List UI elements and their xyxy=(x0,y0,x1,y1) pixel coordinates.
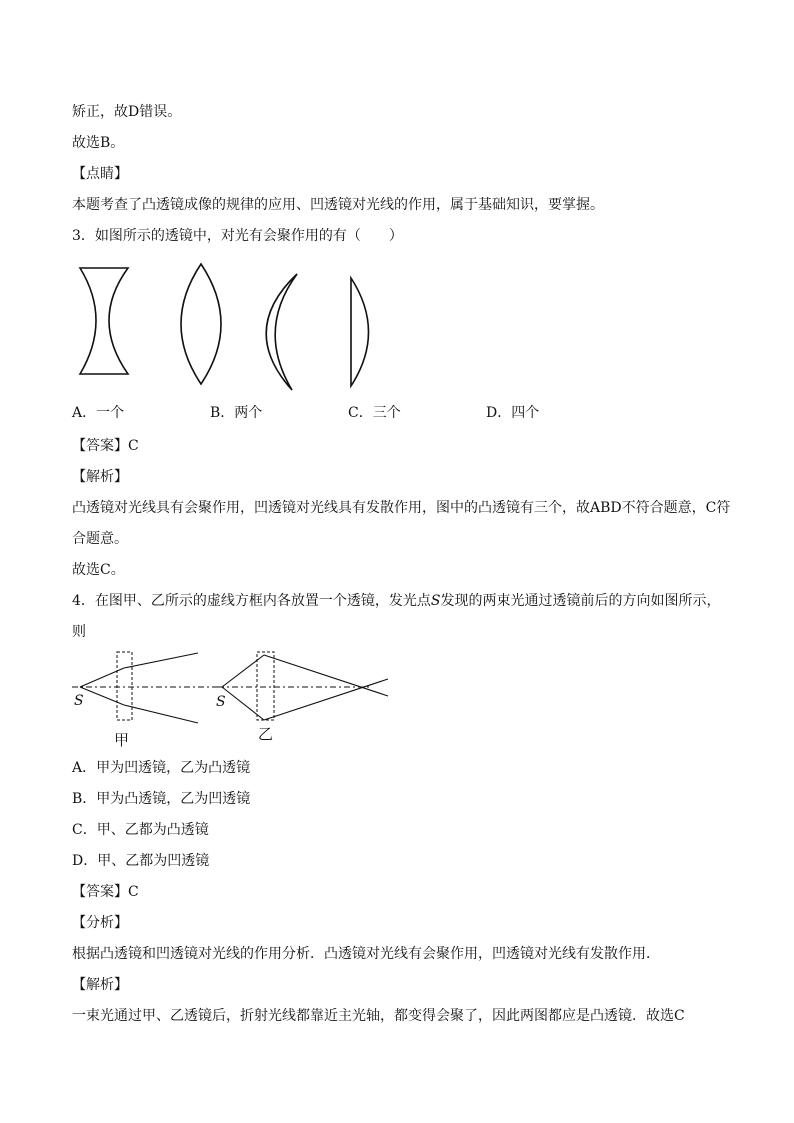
q4-option-c: C．甲、乙都为凸透镜 xyxy=(72,822,209,838)
yi-lens-box xyxy=(257,652,274,720)
q4-analysis-heading: 【解析】 xyxy=(72,977,128,993)
yi-s-label: S xyxy=(216,694,226,710)
q3-analysis-heading: 【解析】 xyxy=(72,469,128,485)
q4-stem-part-b: 发现的两束光通过透镜前后的方向如图所示， xyxy=(440,593,721,609)
q3-lens-figure xyxy=(70,258,390,393)
meniscus-lens xyxy=(266,274,297,390)
q4-fenxi-heading: 【分析】 xyxy=(72,915,128,931)
q3-answer: 【答案】C xyxy=(72,438,139,454)
q3-analysis-line-1: 凸透镜对光线具有会聚作用，凹透镜对光线具有发散作用，图中的凸透镜有三个，故ABD不符合题意，C符 xyxy=(72,500,731,516)
q4-stem-symbol: S xyxy=(430,593,441,609)
q3-option-a: A．一个 xyxy=(72,405,125,421)
q3-option-b: B．两个 xyxy=(210,405,263,421)
q4-answer: 【答案】C xyxy=(72,884,139,900)
dianjing-summary: 本题考查了凸透镜成像的规律的应用、凹透镜对光线的作用，属于基础知识，要掌握。 xyxy=(72,197,604,213)
jia-label: 甲 xyxy=(114,731,130,749)
q4-stem-line-1 xyxy=(72,591,721,611)
jia-s-label: S xyxy=(74,693,84,709)
q4-option-b: B．甲为凸透镜，乙为凹透镜 xyxy=(72,791,251,807)
prev-line-1: 矫正，故D错误。 xyxy=(72,104,182,120)
q3-conclusion: 故选C。 xyxy=(72,562,125,578)
q4-ray-figure xyxy=(70,648,400,748)
plano-convex-lens xyxy=(351,278,369,386)
prev-line-2: 故选B。 xyxy=(72,135,125,151)
biconvex-lens xyxy=(181,264,221,384)
jia-lens-box xyxy=(117,652,132,720)
q3-option-c: C．三个 xyxy=(348,405,401,421)
q4-option-d: D．甲、乙都为凹透镜 xyxy=(72,853,210,869)
q4-stem-line-2: 则 xyxy=(72,624,86,640)
dianjing-heading: 【点睛】 xyxy=(72,166,128,182)
yi-label: 乙 xyxy=(258,725,274,743)
q3-option-d: D．四个 xyxy=(486,405,540,421)
q4-analysis: 一束光通过甲、乙透镜后，折射光线都靠近主光轴，都变得会聚了，因此两图都应是凸透镜．故选C xyxy=(72,1008,685,1024)
q3-analysis-line-2: 合题意。 xyxy=(72,531,128,547)
concave-lens xyxy=(80,268,128,374)
q4-stem-part-a: 4．在图甲、乙所示的虚线方框内各放置一个透镜，发光点 xyxy=(72,593,431,609)
q4-option-a: A．甲为凹透镜，乙为凸透镜 xyxy=(72,760,251,776)
q3-stem: 3．如图所示的透镜中，对光有会聚作用的有（ ） xyxy=(72,228,403,244)
q4-fenxi: 根据凸透镜和凹透镜对光线的作用分析．凸透镜对光线有会聚作用，凹透镜对光线有发散作用． xyxy=(72,946,660,962)
